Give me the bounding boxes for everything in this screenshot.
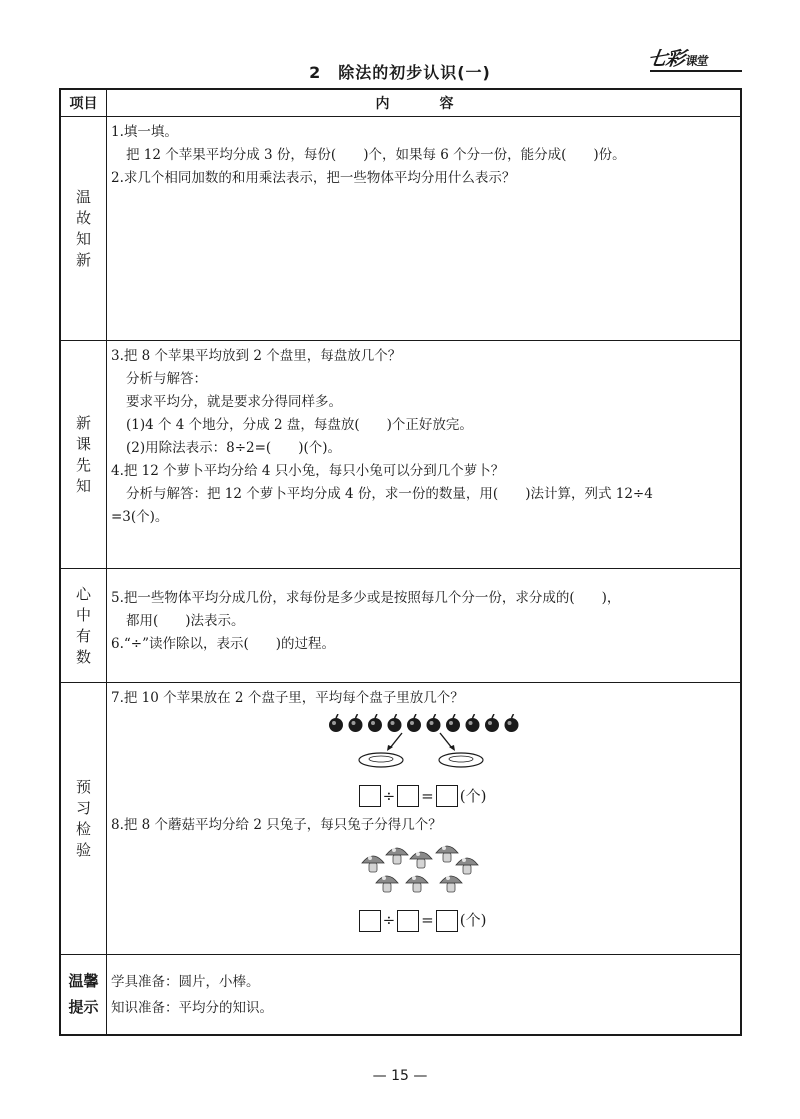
question-8: 8.把 8 个蘑菇平均分给 2 只兔子，每只兔子分得几个？ bbox=[111, 816, 442, 833]
page-number: — 15 — bbox=[372, 1068, 428, 1084]
mushroom-icon bbox=[386, 848, 408, 864]
section-label-preview: 新课先知 bbox=[60, 341, 107, 569]
answer-box-divisor[interactable] bbox=[397, 785, 419, 807]
question-3-analysis: 分析与解答： bbox=[126, 371, 207, 387]
question-8-equation bbox=[111, 909, 736, 933]
header-content-cell: 内 容 bbox=[107, 89, 742, 117]
section-check-row bbox=[60, 683, 741, 955]
mushroom-icon bbox=[410, 852, 432, 868]
question-3-step-2: (2)用除法表示：8÷2=( )(个)。 bbox=[126, 440, 341, 456]
apples-plates-figure bbox=[111, 714, 736, 780]
apple-icon bbox=[387, 714, 401, 732]
divide-sign: ÷ bbox=[382, 786, 396, 805]
question-4-analysis: 分析与解答：把 12 个萝卜平均分成 4 份，求一份的数量，用( )法计算，列式 12÷4 bbox=[126, 486, 653, 502]
tip-tools: 学具准备：圆片，小棒。 bbox=[111, 974, 260, 990]
question-7-equation bbox=[111, 784, 736, 808]
apple-icon bbox=[329, 714, 343, 732]
answer-box-quotient[interactable] bbox=[436, 785, 458, 807]
section-content-tips bbox=[107, 955, 742, 1035]
section-mindful-row bbox=[60, 569, 741, 683]
question-1-body: 把 12 个苹果平均分成 3 份，每份( )个，如果每 6 个分一份，能分成( )份。 bbox=[126, 147, 626, 163]
page-title: 2 除法的初步认识(一) bbox=[309, 63, 491, 82]
question-4-analysis-cont: =3(个)。 bbox=[111, 509, 169, 525]
question-2: 2.求几个相同加数的和用乘法表示，把一些物体平均分用什么表示？ bbox=[111, 170, 516, 186]
mushrooms-illustration bbox=[359, 841, 489, 897]
section-content-preview bbox=[107, 341, 742, 569]
apple-icon bbox=[465, 714, 479, 732]
logo-main-text: 七彩 bbox=[646, 48, 686, 70]
brand-logo bbox=[646, 44, 710, 71]
question-4: 4.把 12 个萝卜平均分给 4 只小兔，每只小兔可以分到几个萝卜？ bbox=[111, 463, 505, 479]
unit-label: (个) bbox=[459, 786, 487, 805]
mushroom-icon bbox=[456, 858, 478, 874]
section-label-mindful: 心中有数 bbox=[60, 569, 107, 683]
mushroom-icon bbox=[376, 876, 398, 892]
apples-plates-illustration bbox=[324, 714, 524, 772]
logo-underline bbox=[650, 70, 742, 72]
section-content-check bbox=[107, 683, 742, 955]
section-label-review: 温故知新 bbox=[60, 117, 107, 341]
apple-icon bbox=[446, 714, 460, 732]
mushroom-icon bbox=[362, 856, 384, 872]
header-item-cell: 项目 bbox=[60, 89, 107, 117]
unit-label: (个) bbox=[459, 911, 487, 929]
apple-icon bbox=[407, 714, 421, 732]
right-plate bbox=[439, 753, 483, 767]
question-3-note: 要求平均分，就是要求分得同样多。 bbox=[126, 394, 342, 410]
arrow-to-right-plate bbox=[440, 733, 452, 748]
question-1-title: 1.填一填。 bbox=[111, 124, 178, 140]
answer-box-divisor[interactable] bbox=[397, 910, 419, 932]
answer-box-dividend[interactable] bbox=[359, 910, 381, 932]
equals-sign: = bbox=[421, 911, 434, 929]
section-preview-row bbox=[60, 341, 741, 569]
arrow-to-left-plate bbox=[390, 733, 402, 748]
question-5-cont: 都用( )法表示。 bbox=[126, 613, 245, 629]
question-5: 5.把一些物体平均分成几份，求每份是多少或是按照每几个分一份，求分成的( )， bbox=[111, 590, 621, 606]
answer-box-quotient[interactable] bbox=[436, 910, 458, 932]
section-content-review bbox=[107, 117, 742, 341]
apple-icon bbox=[504, 714, 518, 732]
mushrooms-figure bbox=[111, 841, 736, 905]
apple-icon bbox=[485, 714, 499, 732]
answer-box-dividend[interactable] bbox=[359, 785, 381, 807]
logo-sub-text: 课堂 bbox=[684, 54, 709, 68]
mushroom-icon bbox=[436, 846, 458, 862]
section-content-mindful bbox=[107, 569, 742, 683]
worksheet-table bbox=[59, 88, 742, 1036]
right-plate-inner bbox=[449, 756, 473, 762]
mushroom-group bbox=[362, 846, 478, 892]
tip-knowledge: 知识准备：平均分的知识。 bbox=[111, 1000, 273, 1016]
question-7: 7.把 10 个苹果放在 2 个盘子里，平均每个盘子里放几个？ bbox=[111, 690, 464, 706]
left-plate bbox=[359, 753, 403, 767]
question-3-step-1: (1)4 个 4 个地分，分成 2 盘，每盘放( )个正好放完。 bbox=[126, 417, 473, 433]
mushroom-icon bbox=[406, 876, 428, 892]
divide-sign: ÷ bbox=[382, 911, 396, 929]
left-plate-inner bbox=[369, 756, 393, 762]
mushroom-icon bbox=[440, 876, 462, 892]
section-tips-row bbox=[60, 955, 741, 1035]
section-label-tips: 温馨提示 bbox=[60, 955, 107, 1035]
question-6: 6.“÷”读作除以，表示( )的过程。 bbox=[111, 636, 336, 652]
table-header-row bbox=[60, 89, 741, 117]
apple-icon bbox=[348, 714, 362, 732]
question-3: 3.把 8 个苹果平均放到 2 个盘里，每盘放几个？ bbox=[111, 348, 402, 364]
apple-icon bbox=[426, 714, 440, 732]
apple-icon bbox=[368, 714, 382, 732]
apple-row bbox=[329, 714, 519, 732]
equals-sign: = bbox=[421, 786, 434, 805]
section-label-check: 预习检验 bbox=[60, 683, 107, 955]
section-review-row bbox=[60, 117, 741, 341]
